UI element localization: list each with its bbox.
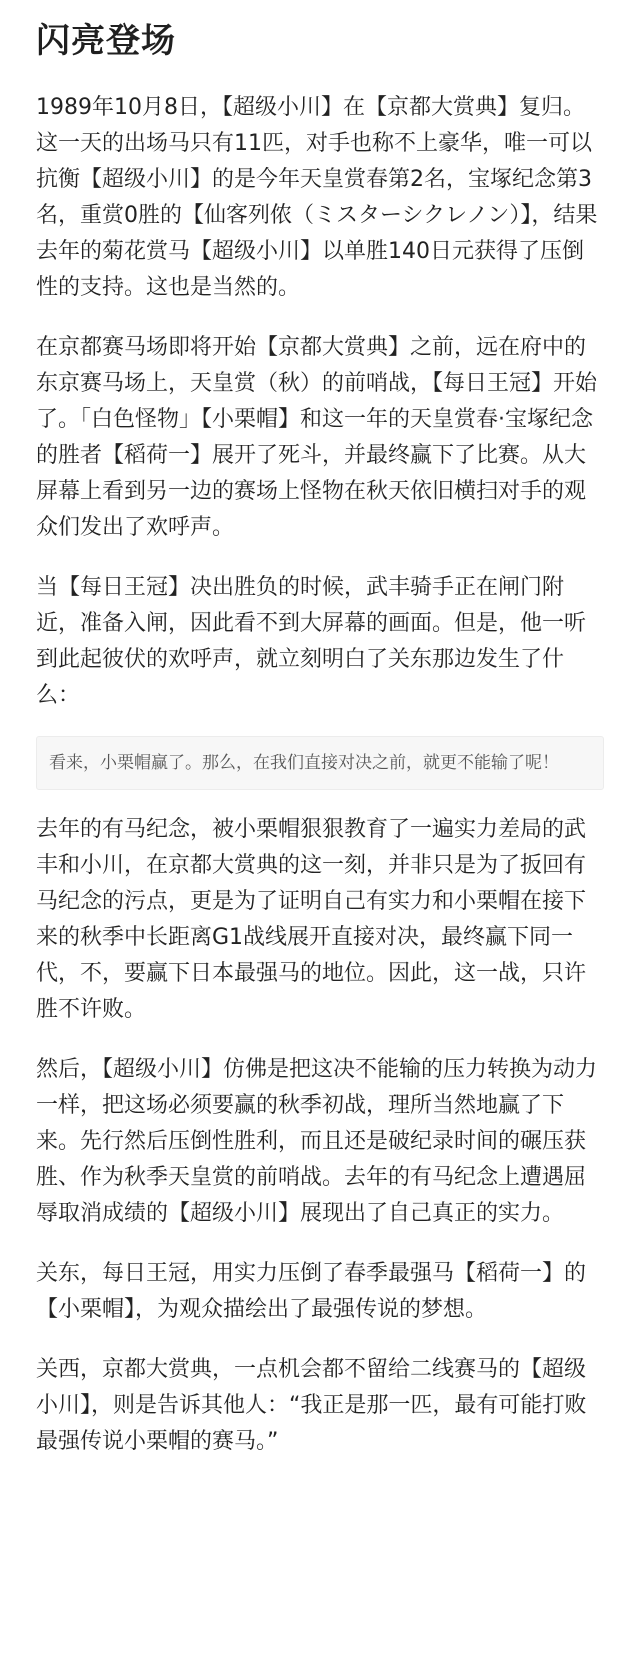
quote-block: 看来，小栗帽赢了。那么，在我们直接对决之前，就更不能输了呢！ (36, 736, 604, 790)
article-title: 闪亮登场 (36, 21, 176, 61)
paragraph: 去年的有马纪念，被小栗帽狠狠教育了一遍实力差局的武丰和小川，在京都大赏典的这一刻，并非只是为了扳回有马纪念的污点，更是为了证明自己有实力和小栗帽在接下来的秋季中长距离G1战线展开直接对决，最终赢下同一代，不，要赢下日本最强马的地位。因此，这一战，只许胜不许败。 (36, 817, 587, 1022)
paragraph: 当【每日王冠】决出胜负的时候，武丰骑手正在闸门附近，准备入闸，因此看不到大屏幕的画面。但是，他一听到此起彼伏的欢呼声，就立刻明白了关东那边发生了什么： (36, 575, 587, 708)
paragraph: 然后，【超级小川】仿佛是把这决不能输的压力转换为动力一样，把这场必须要赢的秋季初战，理所当然地赢了下来。先行然后压倒性胜利，而且还是破纪录时间的碾压获胜、作为秋季天皇赏的前哨战。去年的有马纪念上遭遇屈辱取消成绩的【超级小川】展现出了自己真正的实力。 (36, 1057, 598, 1226)
paragraph: 关西，京都大赏典，一点机会都不留给二线赛马的【超级小川】，则是告诉其他人：“我正是那一匹，最有可能打败最强传说小栗帽的赛马。” (36, 1357, 587, 1454)
paragraph: 1989年10月8日，【超级小川】在【京都大赏典】复归。这一天的出场马只有11匹，对手也称不上豪华，唯一可以抗衡【超级小川】的是今年天皇赏春第2名，宝塚纪念第3名，重赏0胜的【仙客列侬（ミスターシクレノン）】，结果去年的菊花赏马【超级小川】以单胜140日元获得了压倒性的支持。这也是当然的。 (36, 95, 598, 300)
paragraph: 关东，每日王冠，用实力压倒了春季最强马【稻荷一】的【小栗帽】，为观众描绘出了最强传说的梦想。 (36, 1261, 587, 1322)
paragraph: 在京都赛马场即将开始【京都大赏典】之前，远在府中的东京赛马场上，天皇赏（秋）的前哨战，【每日王冠】开始了。「白色怪物」【小栗帽】和这一年的天皇赏春·宝塚纪念 的胜者【稻荷一】展开了死斗，并最终赢下了比赛。从大屏幕上看到另一边的赛场上怪物在秋天依旧横扫对手的观众们发出了欢呼声。 (36, 335, 598, 540)
